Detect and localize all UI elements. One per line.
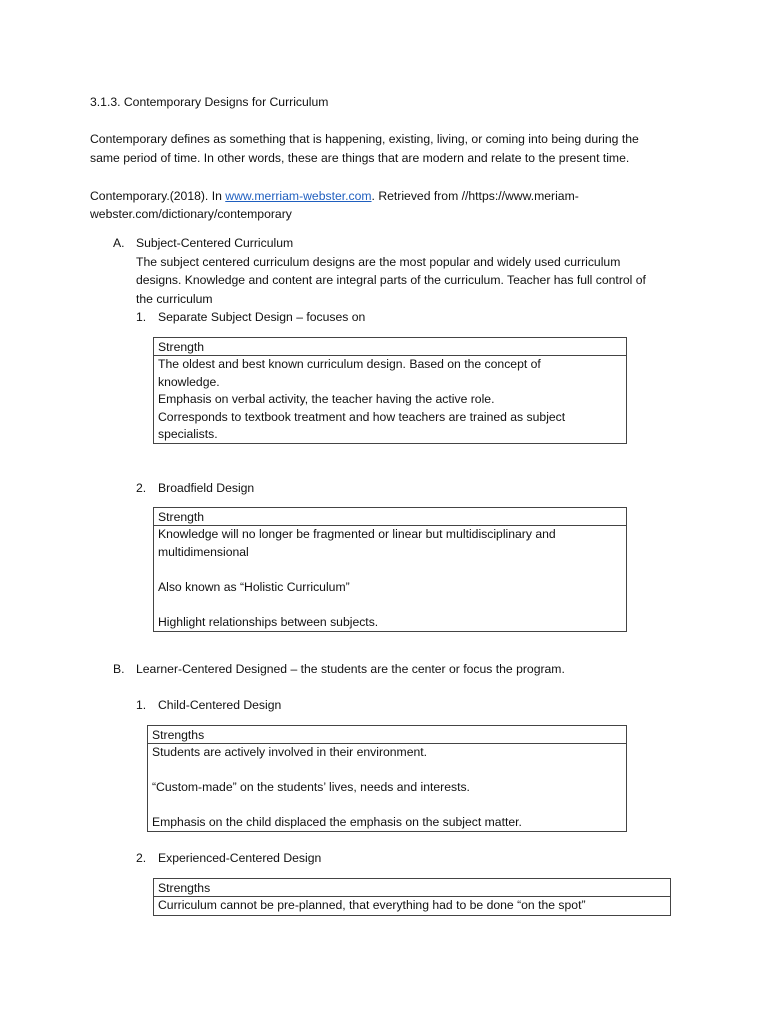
citation-prefix: Contemporary.(2018). In xyxy=(90,189,226,203)
table-spacer xyxy=(154,561,626,579)
section-a-desc-1: The subject centered curriculum designs are the most popular and widely used curriculum xyxy=(136,255,621,269)
citation-line-2: webster.com/dictionary/contemporary xyxy=(90,207,292,221)
table-spacer xyxy=(148,762,626,780)
table-row: Corresponds to textbook treatment and how teachers are trained as subject xyxy=(158,409,566,424)
b1-marker: 1. xyxy=(136,698,147,712)
intro-line-1: Contemporary defines as something that is happening, existing, living, or coming into being during the xyxy=(90,132,639,146)
section-a-desc-3: the curriculum xyxy=(136,292,213,306)
a2-strength-table xyxy=(153,507,627,632)
section-a-marker: A. xyxy=(113,236,125,250)
table-row: Also known as “Holistic Curriculum” xyxy=(158,579,350,594)
b1-strengths-table xyxy=(147,725,627,832)
table-row: Emphasis on the child displaced the emphasis on the subject matter. xyxy=(152,815,522,829)
table-row: “Custom-made” on the students’ lives, needs and interests. xyxy=(152,780,470,794)
table-header: Strength xyxy=(154,338,626,356)
table-row: Knowledge will no longer be fragmented or linear but multidisciplinary and xyxy=(158,527,556,541)
section-b-marker: B. xyxy=(113,662,125,676)
table-header: Strengths xyxy=(154,879,670,897)
section-a-desc-2: designs. Knowledge and content are integral parts of the curriculum. Teacher has full control of xyxy=(136,273,646,287)
b1-title: Child-Centered Design xyxy=(158,698,282,712)
b2-title: Experienced-Centered Design xyxy=(158,851,322,865)
intro-line-2: same period of time. In other words, these are things that are modern and relate to the present time. xyxy=(90,151,630,165)
section-a-title: Subject-Centered Curriculum xyxy=(136,236,294,250)
table-spacer xyxy=(154,596,626,614)
citation-line-1 xyxy=(90,187,579,205)
a2-marker: 2. xyxy=(136,481,147,495)
table-header: Strength xyxy=(154,508,626,526)
table-row: multidimensional xyxy=(158,544,249,559)
a1-marker: 1. xyxy=(136,310,147,324)
table-row: Highlight relationships between subjects. xyxy=(158,614,379,629)
table-row: Curriculum cannot be pre-planned, that everything had to be done “on the spot” xyxy=(158,898,586,912)
b2-strengths-table xyxy=(153,878,671,916)
table-row: The oldest and best known curriculum design. Based on the concept of xyxy=(158,357,541,371)
merriam-webster-link[interactable]: www.merriam-webster.com xyxy=(225,189,372,203)
table-row: specialists. xyxy=(158,427,218,441)
b2-marker: 2. xyxy=(136,851,147,865)
table-row: knowledge. xyxy=(158,374,220,389)
a1-title: Separate Subject Design – focuses on xyxy=(158,310,366,324)
a1-strength-table xyxy=(153,337,627,444)
table-row: Students are actively involved in their environment. xyxy=(152,745,428,759)
table-spacer xyxy=(148,797,626,815)
section-b-title: Learner-Centered Designed – the students are the center or focus the program. xyxy=(136,662,565,676)
page-heading: 3.1.3. Contemporary Designs for Curriculum xyxy=(90,95,329,109)
table-header: Strengths xyxy=(148,726,626,744)
citation-suffix: . Retrieved from //https://www.meriam- xyxy=(371,189,579,203)
table-row: Emphasis on verbal activity, the teacher having the active role. xyxy=(158,392,495,406)
a2-title: Broadfield Design xyxy=(158,481,255,495)
